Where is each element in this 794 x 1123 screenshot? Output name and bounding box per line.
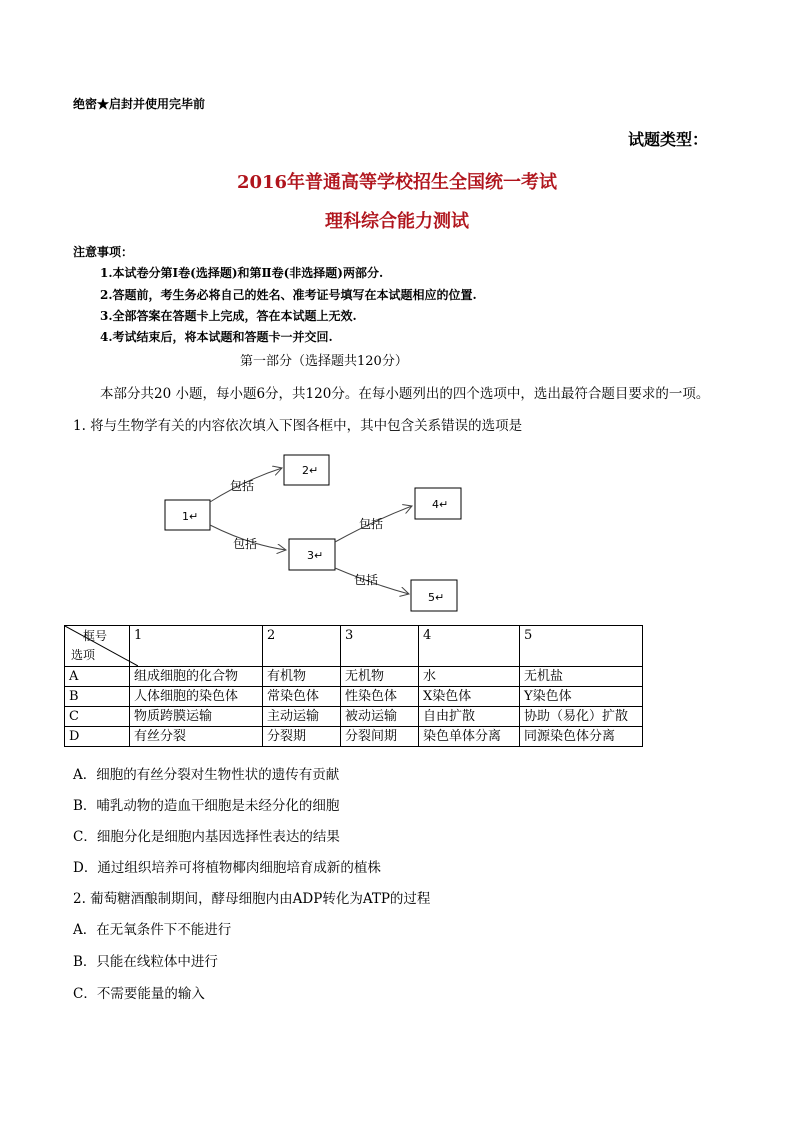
question-2-option-c: C．不需要能量的输入 xyxy=(73,986,205,1002)
table-cell: 常染色体 xyxy=(263,687,341,707)
table-cell: 组成细胞的化合物 xyxy=(130,667,263,687)
table-cell: 人体细胞的染色体 xyxy=(130,687,263,707)
table-row xyxy=(65,667,643,687)
question-1-option-c: C．细胞分化是细胞内基因选择性表达的结果 xyxy=(73,829,340,845)
table-cell: X染色体 xyxy=(419,687,520,707)
box-3 xyxy=(289,539,335,570)
table-row xyxy=(65,727,643,747)
table-cell: 主动运输 xyxy=(263,707,341,727)
table-cell: 性染色体 xyxy=(341,687,419,707)
edge-label: 包括 xyxy=(354,573,379,587)
question-2-option-b: B．只能在线粒体中进行 xyxy=(73,954,218,970)
table-cell: 同源染色体分离 xyxy=(520,727,643,747)
box-1 xyxy=(165,500,210,530)
table-header-row xyxy=(65,626,643,667)
edge-label: 包括 xyxy=(233,537,258,551)
box-5 xyxy=(411,580,457,611)
table-cell: 染色单体分离 xyxy=(419,727,520,747)
table-cell: 水 xyxy=(419,667,520,687)
table-cell: 有丝分裂 xyxy=(130,727,263,747)
table-column-header: 4 xyxy=(419,626,520,667)
secret-mark: 绝密★启封并使用完毕前 xyxy=(73,97,206,111)
table-cell-option: C xyxy=(65,707,130,727)
note-item: 1.本试卷分第Ⅰ卷(选择题)和第Ⅱ卷(非选择题)两部分. xyxy=(100,266,384,280)
corner-label-box: 框号 xyxy=(82,629,107,643)
note-item: 3.全部答案在答题卡上完成，答在本试题上无效. xyxy=(100,309,357,323)
table-cell-option: B xyxy=(65,687,130,707)
table-column-header: 3 xyxy=(341,626,419,667)
box-4 xyxy=(415,488,461,519)
table-row xyxy=(65,687,643,707)
edge-label: 包括 xyxy=(230,479,255,493)
question-2-stem: 2. 葡萄糖酒酿制期间，酵母细胞内由ADP转化为ATP的过程 xyxy=(73,891,431,907)
table-cell: Y染色体 xyxy=(520,687,643,707)
question-1-option-a: A．细胞的有丝分裂对生物性状的遗传有贡献 xyxy=(73,767,340,783)
exam-subtitle: 理科综合能力测试 xyxy=(325,211,469,232)
question-type-label: 试题类型： xyxy=(628,130,709,149)
note-item: 2.答题前，考生务必将自己的姓名、准考证号填写在本试题相应的位置. xyxy=(100,288,477,302)
note-item: 4.考试结束后，将本试题和答题卡一并交回. xyxy=(100,330,333,344)
part-heading: 第一部分（选择题共120分） xyxy=(240,354,408,369)
question-1-option-b: B．哺乳动物的造血干细胞是未经分化的细胞 xyxy=(73,798,340,814)
exam-title: 2016年普通高等学校招生全国统一考试 xyxy=(236,172,558,193)
part-intro: 本部分共20 小题，每小题6分，共120分。在每小题列出的四个选项中，选出最符合题目要求的一项。 xyxy=(100,386,710,402)
table-column-header: 5 xyxy=(520,626,643,667)
table-column-header: 2 xyxy=(263,626,341,667)
table-cell: 物质跨膜运输 xyxy=(130,707,263,727)
box-2 xyxy=(284,455,329,485)
table-corner-cell xyxy=(65,626,130,667)
svg-text:2↵: 2↵ xyxy=(302,464,319,477)
table-cell-option: D xyxy=(65,727,130,747)
table-cell: 分裂间期 xyxy=(341,727,419,747)
table-cell: 有机物 xyxy=(263,667,341,687)
table-column-header: 1 xyxy=(130,626,263,667)
table-cell: 自由扩散 xyxy=(419,707,520,727)
table-cell-option: A xyxy=(65,667,130,687)
table-row xyxy=(65,707,643,727)
notes-heading: 注意事项： xyxy=(73,245,134,259)
edge-label: 包括 xyxy=(359,517,384,531)
svg-text:4↵: 4↵ xyxy=(432,498,449,511)
svg-text:3↵: 3↵ xyxy=(307,549,324,562)
question-2-option-a: A．在无氧条件下不能进行 xyxy=(73,922,232,938)
svg-text:1↵: 1↵ xyxy=(182,510,199,523)
options-table xyxy=(64,625,643,747)
table-cell: 无机物 xyxy=(341,667,419,687)
question-1-option-d: D．通过组织培养可将植物椰肉细胞培育成新的植株 xyxy=(73,860,381,876)
question-1-stem: 1. 将与生物学有关的内容依次填入下图各框中，其中包含关系错误的选项是 xyxy=(73,418,523,434)
table-cell: 无机盐 xyxy=(520,667,643,687)
table-cell: 分裂期 xyxy=(263,727,341,747)
table-cell: 协助（易化）扩散 xyxy=(520,707,643,727)
corner-label-option: 选项 xyxy=(71,648,96,662)
hierarchy-diagram xyxy=(160,450,470,620)
svg-text:5↵: 5↵ xyxy=(428,591,445,604)
table-cell: 被动运输 xyxy=(341,707,419,727)
